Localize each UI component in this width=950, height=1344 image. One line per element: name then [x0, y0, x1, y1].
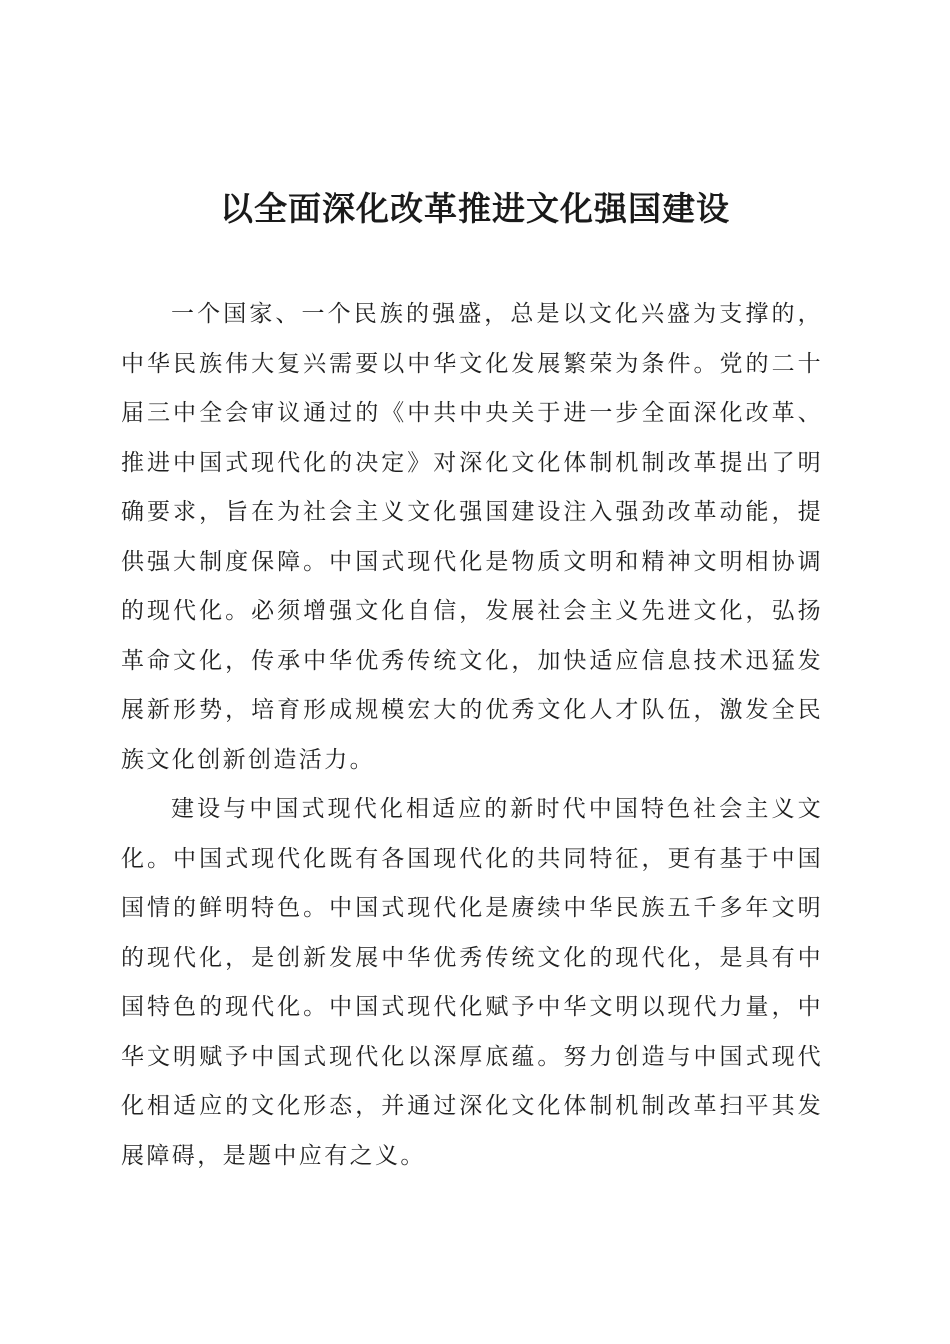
document-title: 以全面深化改革推进文化强国建设: [220, 189, 730, 228]
paragraph-1: 一个国家、一个民族的强盛，总是以文化兴盛为支撑的，中华民族伟大复兴需要以中华文化发展繁荣为条件。党的二十届三中全会审议通过的《中共中央关于进一步全面深化改革、推进中国式现代化的决定》对深化文化体制机制改革提出了明确要求，旨在为社会主义文化强国建设注入强劲改革动能，提供强大制度保障。中国式现代化是物质文明和精神文明相协调的现代化。必须增强文化自信，发展社会主义先进文化，弘扬革命文化，传承中华优秀传统文化，加快适应信息技术迅猛发展新形势，培育形成规模宏大的优秀文化人才队伍，激发全民族文化创新创造活力。: [121, 301, 823, 773]
document-body: [121, 290, 823, 1181]
paragraph-2: 建设与中国式现代化相适应的新时代中国特色社会主义文化。中国式现代化既有各国现代化的共同特征，更有基于中国国情的鲜明特色。中国式现代化是赓续中华民族五千多年文明的现代化，是创新发展中华优秀传统文化的现代化，是具有中国特色的现代化。中国式现代化赋予中华文明以现代力量，中华文明赋予中国式现代化以深厚底蕴。努力创造与中国式现代化相适应的文化形态，并通过深化文化体制机制改革扫平其发展障碍，是题中应有之义。: [121, 796, 823, 1169]
